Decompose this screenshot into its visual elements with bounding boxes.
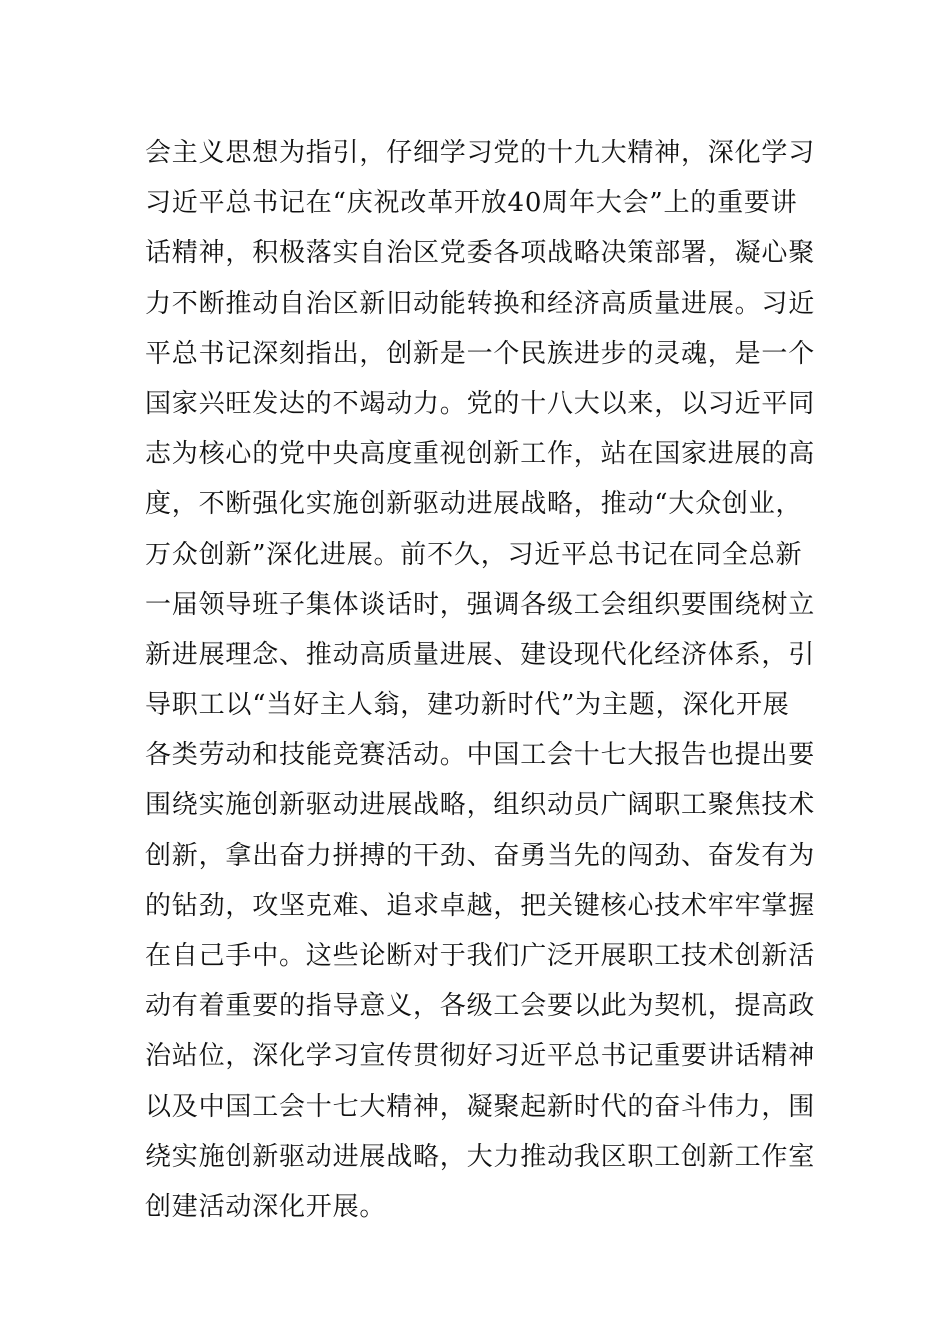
text-line: 习近平总书记在“庆祝改革开放40周年大会”上的重要讲 (145, 188, 798, 219)
text-line: 新进展理念、推动高质量进展、建设现代化经济体系，引 (145, 639, 816, 670)
text-line: 一届领导班子集体谈话时，强调各级工会组织要围绕树立 (145, 589, 816, 620)
text-line: 的钻劲，攻坚克难、追求卓越，把关键核心技术牢牢掌握 (145, 890, 816, 921)
text-line: 度，不断强化实施创新驱动进展战略，推动“大众创业， (145, 489, 803, 520)
text-line: 绕实施创新驱动进展战略，大力推动我区职工创新工作室 (145, 1141, 816, 1172)
text-line: 万众创新”深化进展。前不久，习近平总书记在同全总新 (145, 539, 803, 570)
text-line: 力不断推动自治区新旧动能转换和经济高质量进展。习近 (145, 288, 816, 319)
text-line: 动有着重要的指导意义，各级工会要以此为契机，提高政 (145, 991, 816, 1022)
text-line: 创新，拿出奋力拼搏的干劲、奋勇当先的闯劲、奋发有为 (145, 840, 816, 871)
text-line: 围绕实施创新驱动进展战略，组织动员广阔职工聚焦技术 (145, 790, 816, 821)
text-line: 创建活动深化开展。 (145, 1191, 387, 1222)
text-line: 导职工以“当好主人翁，建功新时代”为主题，深化开展 (145, 690, 790, 721)
text-line: 各类劳动和技能竞赛活动。中国工会十七大报告也提出要 (145, 740, 816, 771)
text-line: 在自己手中。这些论断对于我们广泛开展职工技术创新活 (145, 941, 816, 971)
text-line: 志为核心的党中央高度重视创新工作，站在国家进展的高 (145, 439, 816, 470)
text-line: 治站位，深化学习宣传贯彻好习近平总书记重要讲话精神 (145, 1041, 816, 1072)
text-line: 国家兴旺发达的不竭动力。党的十八大以来，以习近平同 (145, 388, 816, 419)
text-line: 会主义思想为指引，仔细学习党的十九大精神，深化学习 (145, 138, 816, 168)
text-line: 话精神，积极落实自治区党委各项战略决策部署，凝心聚 (145, 238, 816, 269)
text-line: 平总书记深刻指出，创新是一个民族进步的灵魂，是一个 (145, 338, 816, 369)
text-line: 以及中国工会十七大精神，凝聚起新时代的奋斗伟力，围 (145, 1091, 816, 1122)
body-paragraph (145, 128, 816, 1232)
